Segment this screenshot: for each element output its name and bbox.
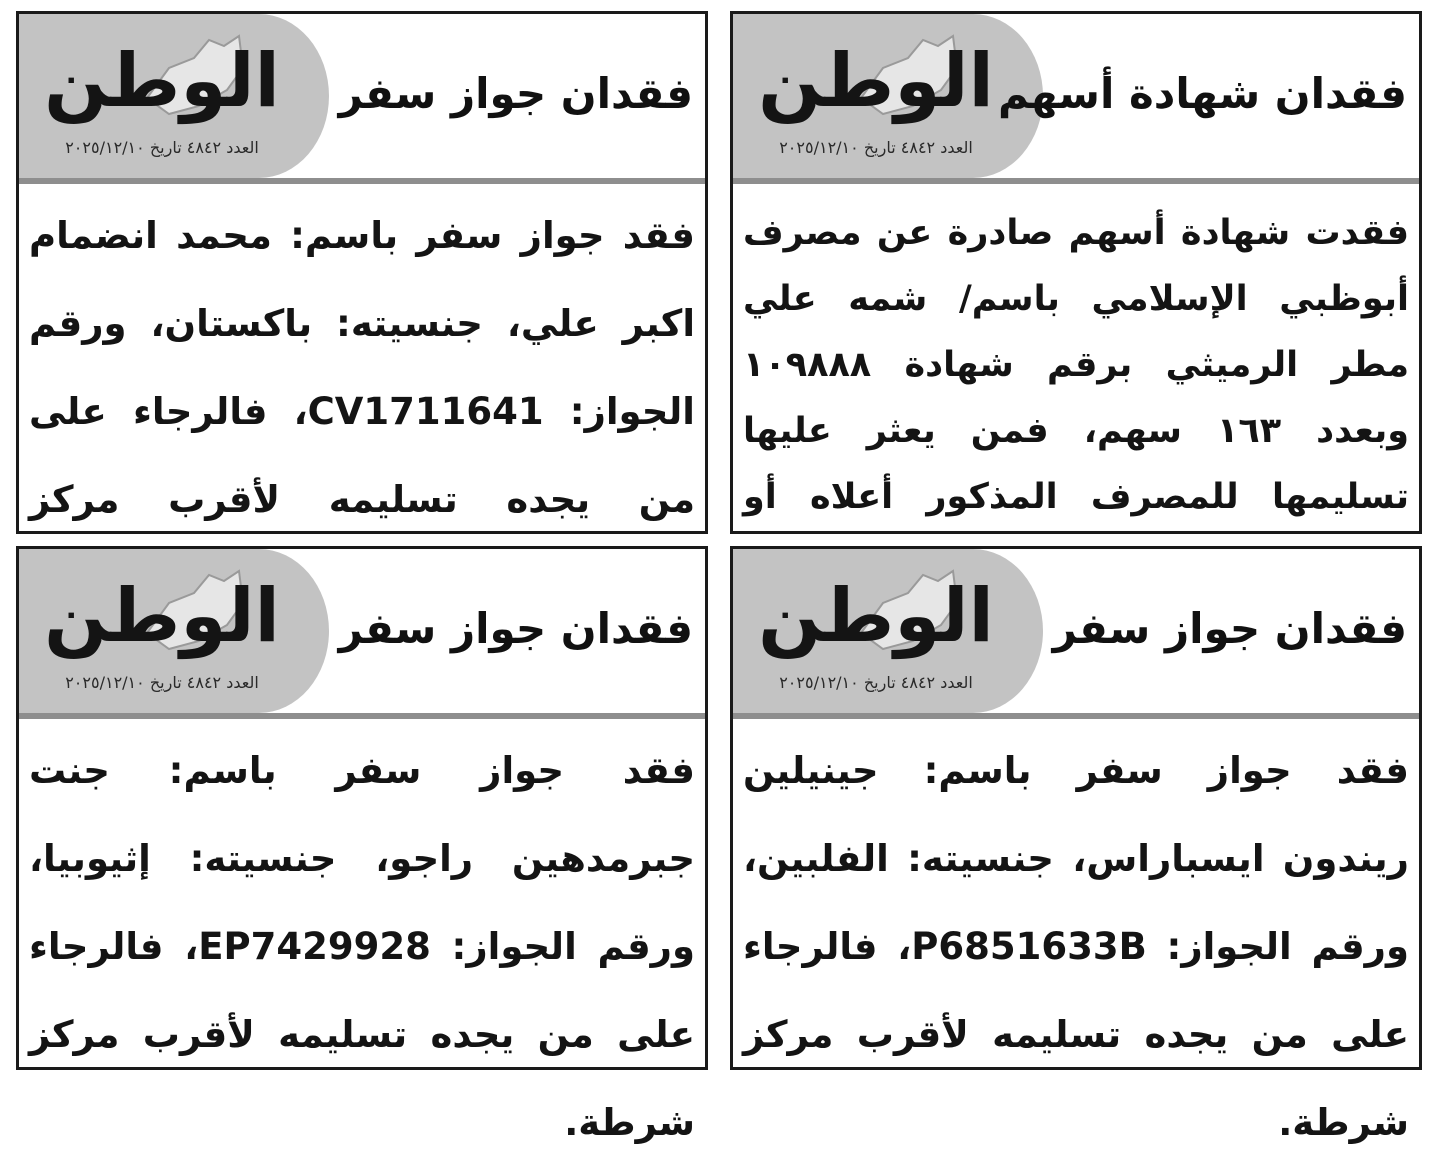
ad-body-text: فقد جواز سفر باسم: جينيلين ريندون ايسباراس، جنسيته: الفلبين، ورقم الجواز: P6851633B، فالرجاء على من يجده تسليمه لأقرب مركز شرطة. — [743, 749, 1409, 1144]
header-divider — [19, 713, 705, 719]
newspaper-logo: الوطن — [758, 573, 994, 659]
ad-lost-passport-philippines — [730, 546, 1422, 1144]
issue-date-line: العدد ٤٨٤٢ تاريخ ٢٠٢٥/١٢/١٠ — [779, 673, 973, 692]
header-divider — [733, 713, 1419, 719]
ad-title: فقدان جواز سفر — [338, 604, 693, 653]
ad-body-text: فقد جواز سفر باسم: محمد انضمام اكبر علي، جنسيته: باكستان، ورقم الجواز: CV1711641، فالرجاء على من يجده تسليمه لأقرب مركز — [29, 214, 695, 521]
header-divider — [733, 178, 1419, 184]
issue-date-line: العدد ٤٨٤٢ تاريخ ٢٠٢٥/١٢/١٠ — [65, 138, 259, 157]
ad-body-text: فقد جواز سفر باسم: جنت جبرمدهين راجو، جنسيته: إثيوبيا، ورقم الجواز: EP7429928، فالرجاء على من يجده تسليمه لأقرب مركز شرطة. — [29, 749, 695, 1144]
issue-date-line: العدد ٤٨٤٢ تاريخ ٢٠٢٥/١٢/١٠ — [65, 673, 259, 692]
ad-header — [19, 549, 705, 713]
newspaper-logo: الوطن — [44, 573, 280, 659]
ad-title: فقدان جواز سفر — [338, 69, 693, 118]
ad-lost-share-certificate — [730, 11, 1422, 534]
newspaper-logo: الوطن — [44, 38, 280, 124]
ad-lost-passport-pakistan — [16, 11, 708, 534]
newspaper-logo: الوطن — [758, 38, 994, 124]
ad-header — [733, 549, 1419, 713]
header-divider — [19, 178, 705, 184]
ad-header — [733, 14, 1419, 178]
ad-body-text: فقدت شهادة أسهم صادرة عن مصرف أبوظبي الإسلامي باسم/ شمه علي مطر الرميثي برقم شهادة ١٠٩٨٨٨ وبعدد ١٦٣ سهم، فمن يعثر عليها تسليمها للمصرف المذكور أعلاه أو — [743, 213, 1409, 517]
ad-title: فقدان جواز سفر — [1052, 604, 1407, 653]
ad-title: فقدان شهادة أسهم — [998, 69, 1407, 118]
ad-header — [19, 14, 705, 178]
ad-lost-passport-ethiopia — [16, 546, 708, 1144]
issue-date-line: العدد ٤٨٤٢ تاريخ ٢٠٢٥/١٢/١٠ — [779, 138, 973, 157]
